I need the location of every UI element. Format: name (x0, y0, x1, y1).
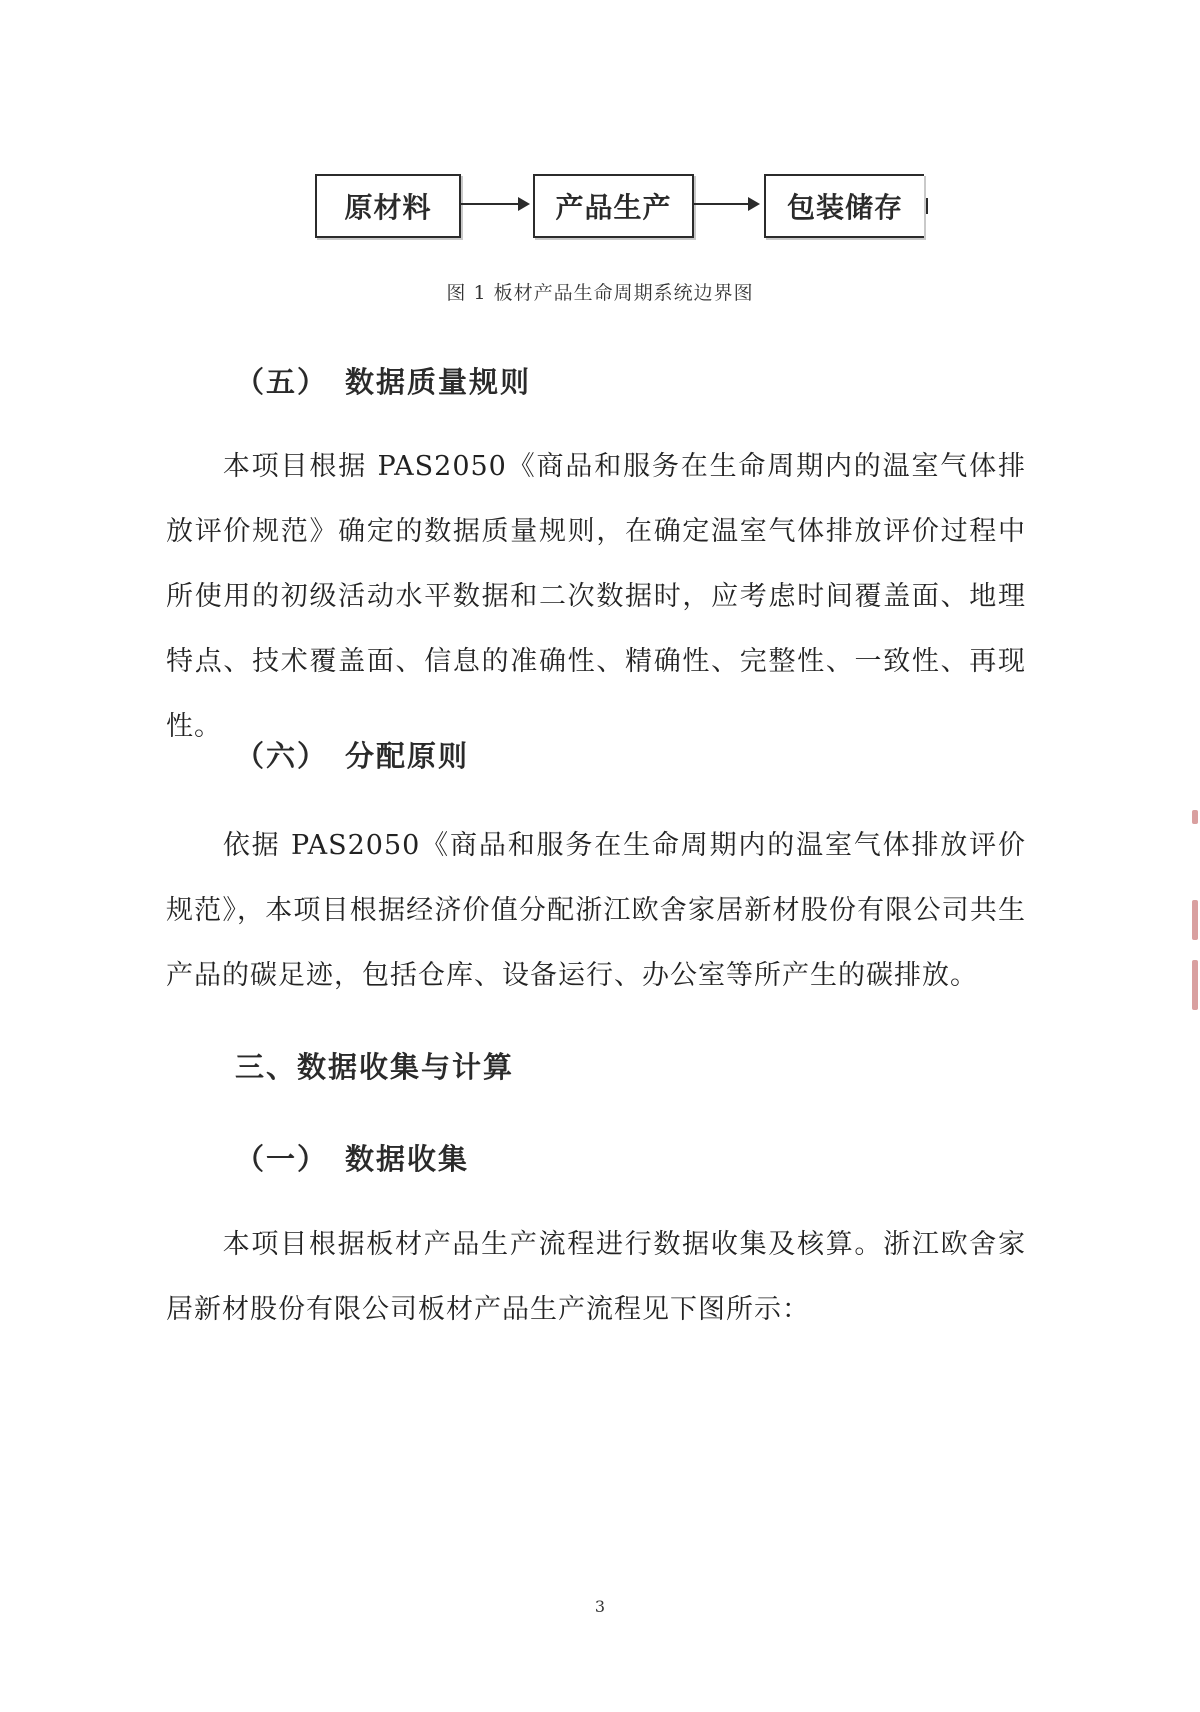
section-heading-allocation (235, 734, 469, 775)
paragraph-text: 本项目根据 PAS2050《商品和服务在生命周期内的温室气体排放评价规范》确定的数据质量规则，在确定温室气体排放评价过程中所使用的初级活动水平数据和二次数据时，应考虑时间覆盖面、地理特点、技术覆盖面、信息的准确性、精确性、完整性、一致性、再现性。 (166, 451, 1026, 742)
paragraph-data-collection (166, 1212, 1026, 1342)
section-heading-data-collection (235, 1137, 469, 1178)
flow-step-packaging-storage (764, 174, 924, 238)
flow-step-packaging-storage-label: 包装储存 (786, 191, 903, 224)
section-number: （六） (235, 739, 329, 773)
section-heading-data-quality (235, 360, 531, 401)
paragraph-text: 依据 PAS2050《商品和服务在生命周期内的温室气体排放评价规范》，本项目根据经济价值分配浙江欧舍家居新材股份有限公司共生产品的碳足迹，包括仓库、设备运行、办公室等所产生的碳排放。 (166, 830, 1026, 991)
box-edge-mark (926, 198, 928, 214)
paragraph-allocation (166, 813, 1026, 1008)
seal-edge-marks (1188, 800, 1200, 1050)
section-title: 数据质量规则 (345, 365, 532, 399)
page-number: 3 (594, 1597, 606, 1616)
flow-step-production: 产品生产 (533, 174, 694, 238)
flow-arrow-2 (694, 203, 758, 205)
paragraph-text: 本项目根据板材产品生产流程进行数据收集及核算。浙江欧舍家居新材股份有限公司板材产品生产流程见下图所示： (166, 1229, 1026, 1325)
section-number: （五） (235, 365, 329, 399)
lifecycle-boundary-diagram (0, 0, 1200, 260)
paragraph-data-quality (166, 434, 1026, 759)
flow-arrow-1 (460, 203, 528, 205)
section-title: 分配原则 (345, 739, 470, 773)
section-number: （一） (235, 1142, 329, 1176)
chapter-heading-data-collection: 三、数据收集与计算 (235, 1050, 515, 1084)
section-title: 数据收集 (345, 1142, 470, 1176)
figure-caption: 图 1 板材产品生命周期系统边界图 (446, 282, 754, 304)
flow-step-raw-materials: 原材料 (315, 174, 461, 238)
